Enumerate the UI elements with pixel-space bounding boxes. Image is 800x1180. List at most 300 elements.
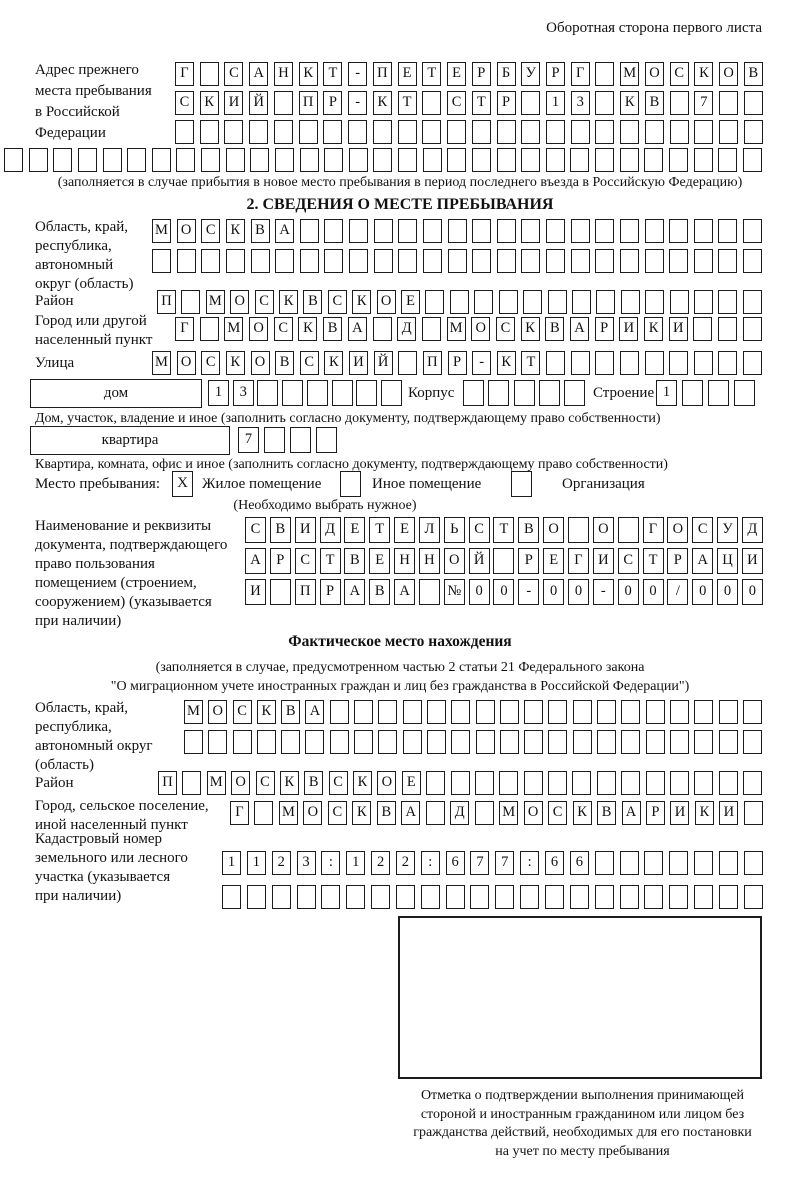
form-cell (621, 730, 640, 754)
form-cell (472, 249, 491, 273)
form-cell (254, 801, 273, 825)
form-cell: Д (320, 517, 341, 543)
form-cell (743, 290, 762, 314)
form-cell (564, 380, 585, 406)
form-cell: С (328, 290, 347, 314)
form-cell (175, 120, 194, 144)
form-cell (264, 427, 285, 453)
form-cell (427, 700, 446, 724)
form-cell (396, 885, 415, 909)
form-cell: К (298, 317, 317, 341)
kvartira-box: квартира (30, 426, 230, 455)
form-cell: С (233, 700, 252, 724)
form-cell (521, 91, 540, 115)
form-cell: Е (369, 548, 390, 574)
form-cell: К (573, 801, 592, 825)
form-cell (321, 885, 340, 909)
oblast-row-1 (152, 219, 762, 243)
form-cell (200, 317, 219, 341)
form-cell (450, 290, 469, 314)
fact-raion-row (158, 771, 762, 795)
form-cell (718, 219, 737, 243)
form-cell: 6 (446, 851, 465, 875)
form-cell (646, 700, 665, 724)
form-cell (595, 120, 614, 144)
form-cell (270, 579, 291, 605)
form-cell: Е (398, 62, 417, 86)
form-cell (620, 249, 639, 273)
form-cell (274, 120, 293, 144)
form-cell: К (352, 801, 371, 825)
form-cell (743, 700, 762, 724)
form-cell (463, 380, 484, 406)
form-cell (693, 317, 712, 341)
form-cell: А (245, 548, 266, 574)
form-cell (573, 730, 592, 754)
form-cell: Р (595, 317, 614, 341)
form-cell (670, 730, 689, 754)
form-cell (451, 700, 470, 724)
form-cell: : (520, 851, 539, 875)
form-cell: 7 (470, 851, 489, 875)
gorod-row (175, 317, 762, 341)
option-zhiloe-label: Жилое помещение (202, 476, 322, 492)
form-cell (597, 700, 616, 724)
form-cell (682, 380, 703, 406)
form-cell (734, 380, 755, 406)
form-cell (595, 351, 614, 375)
form-cell (4, 148, 23, 172)
document-row-1 (245, 517, 763, 543)
form-cell (620, 219, 639, 243)
form-cell: И (742, 548, 763, 574)
form-cell: И (224, 91, 243, 115)
form-cell: Г (175, 62, 194, 86)
form-cell: С (255, 290, 274, 314)
form-cell (349, 249, 368, 273)
form-cell: О (177, 219, 196, 243)
form-cell: К (279, 290, 298, 314)
form-cell (743, 317, 762, 341)
form-cell (475, 771, 494, 795)
form-cell (176, 148, 195, 172)
form-cell (571, 120, 590, 144)
form-cell: М (184, 700, 203, 724)
form-cell: И (593, 548, 614, 574)
fact-title: Фактическое место нахождения (288, 633, 512, 650)
form-cell (152, 148, 171, 172)
form-cell: Т (398, 91, 417, 115)
form-cell (226, 249, 245, 273)
form-cell: С (295, 548, 316, 574)
form-cell (374, 249, 393, 273)
form-cell (669, 219, 688, 243)
document-label: Наименование и реквизиты документа, подтверждающего право пользования помещением (строением, сооружением) (указывается при наличии) (35, 518, 228, 629)
form-cell (718, 148, 737, 172)
form-cell (426, 801, 445, 825)
form-cell (233, 730, 252, 754)
form-cell: С (548, 801, 567, 825)
form-cell: С (256, 771, 275, 795)
form-cell (200, 62, 219, 86)
stroenie-label: Строение (593, 385, 655, 401)
form-cell (476, 700, 495, 724)
stroenie-cells (656, 380, 755, 406)
form-cell (546, 219, 565, 243)
form-cell (378, 700, 397, 724)
form-cell: О (377, 771, 396, 795)
form-cell: М (152, 351, 171, 375)
form-cell: 6 (545, 851, 564, 875)
fact-raion-label: Район (35, 775, 74, 791)
form-cell (272, 885, 291, 909)
form-cell: 2 (396, 851, 415, 875)
document-row-2 (245, 548, 763, 574)
form-cell (300, 219, 319, 243)
form-cell: В (304, 771, 323, 795)
form-cell: К (324, 351, 343, 375)
oblast-label: Область, край, республика, автономный округ (область) (35, 219, 134, 292)
form-cell: № (444, 579, 465, 605)
form-cell (645, 249, 664, 273)
form-cell: К (373, 91, 392, 115)
form-cell: О (444, 548, 465, 574)
form-cell: Р (320, 579, 341, 605)
form-cell: - (348, 91, 367, 115)
form-cell: Д (450, 801, 469, 825)
form-cell (669, 885, 688, 909)
form-cell: 0 (568, 579, 589, 605)
raion-row (157, 290, 762, 314)
form-cell: 0 (618, 579, 639, 605)
page-subtitle: Оборотная сторона первого листа (546, 20, 762, 36)
form-cell (472, 120, 491, 144)
form-cell (348, 120, 367, 144)
form-cell (539, 380, 560, 406)
form-cell: В (597, 801, 616, 825)
form-cell (422, 91, 441, 115)
form-cell (694, 700, 713, 724)
form-cell (356, 380, 377, 406)
form-cell (474, 290, 493, 314)
form-cell (548, 730, 567, 754)
kadastr-label: Кадастровый номер земельного или лесного участка (указывается при наличии) (35, 831, 188, 904)
form-cell: Б (497, 62, 516, 86)
form-cell: Р (472, 62, 491, 86)
form-cell (694, 120, 713, 144)
form-cell (621, 290, 640, 314)
form-cell (694, 249, 713, 273)
form-cell (694, 730, 713, 754)
form-cell (621, 700, 640, 724)
form-cell (398, 148, 417, 172)
form-cell (694, 851, 713, 875)
form-cell (398, 219, 417, 243)
stamp-box (398, 916, 762, 1079)
form-cell: Т (521, 351, 540, 375)
fact-oblast-label: Область, край, республика, автономный округ (область) (35, 700, 153, 773)
form-cell: 0 (469, 579, 490, 605)
form-cell (644, 885, 663, 909)
form-cell (300, 249, 319, 273)
form-cell (330, 700, 349, 724)
form-cell: П (373, 62, 392, 86)
form-cell (226, 148, 245, 172)
form-cell: М (207, 771, 226, 795)
form-cell (744, 885, 763, 909)
form-cell (78, 148, 97, 172)
form-cell (300, 148, 319, 172)
form-cell (708, 380, 729, 406)
form-cell: О (251, 351, 270, 375)
form-cell: К (521, 317, 540, 341)
form-cell: Т (472, 91, 491, 115)
form-cell: Р (323, 91, 342, 115)
form-cell: С (692, 517, 713, 543)
oblast-row-2 (152, 249, 762, 273)
form-cell (523, 290, 542, 314)
form-cell: В (281, 700, 300, 724)
fact-oblast-row-1 (184, 700, 762, 724)
document-row-3 (245, 579, 763, 605)
form-cell: К (694, 62, 713, 86)
form-cell (719, 700, 738, 724)
form-cell: Г (175, 317, 194, 341)
form-cell (447, 120, 466, 144)
form-cell (324, 219, 343, 243)
form-cell (521, 219, 540, 243)
form-cell (499, 290, 518, 314)
form-cell (744, 120, 763, 144)
form-cell (548, 290, 567, 314)
form-cell (282, 380, 303, 406)
form-cell: Т (493, 517, 514, 543)
form-cell: 2 (371, 851, 390, 875)
checkbox-organizatsiya (511, 471, 532, 497)
form-cell (595, 249, 614, 273)
form-cell (524, 771, 543, 795)
form-cell: У (521, 62, 540, 86)
form-cell: Ц (717, 548, 738, 574)
form-cell (307, 380, 328, 406)
form-cell (570, 885, 589, 909)
form-cell (694, 148, 713, 172)
form-cell (250, 148, 269, 172)
form-cell (744, 91, 763, 115)
form-cell: Р (667, 548, 688, 574)
form-cell (670, 771, 689, 795)
form-cell (719, 851, 738, 875)
form-cell: В (323, 317, 342, 341)
form-cell (595, 219, 614, 243)
form-cell: 0 (543, 579, 564, 605)
form-cell (257, 380, 278, 406)
form-cell: Г (568, 548, 589, 574)
form-cell: И (669, 317, 688, 341)
form-cell: Е (401, 290, 420, 314)
form-cell: С (300, 351, 319, 375)
form-cell: Р (518, 548, 539, 574)
form-cell: А (401, 801, 420, 825)
form-cell (595, 148, 614, 172)
form-cell: 3 (233, 380, 254, 406)
form-cell (595, 62, 614, 86)
form-cell (572, 771, 591, 795)
form-cell: А (394, 579, 415, 605)
form-cell (669, 148, 688, 172)
form-cell: Р (448, 351, 467, 375)
form-cell: С (274, 317, 293, 341)
form-cell: М (152, 219, 171, 243)
form-cell: Р (270, 548, 291, 574)
form-cell: К (497, 351, 516, 375)
form-cell (354, 700, 373, 724)
prev-address-row-1 (175, 62, 763, 86)
form-cell (324, 148, 343, 172)
form-cell (373, 120, 392, 144)
form-cell (500, 700, 519, 724)
form-cell: 3 (297, 851, 316, 875)
form-cell: С (329, 771, 348, 795)
form-cell: И (619, 317, 638, 341)
form-cell (645, 219, 664, 243)
form-cell (545, 885, 564, 909)
form-cell: С (328, 801, 347, 825)
option-organizatsiya-label: Организация (562, 476, 645, 492)
form-cell (645, 290, 664, 314)
form-cell: 7 (495, 851, 514, 875)
form-cell (670, 290, 689, 314)
form-cell: Д (742, 517, 763, 543)
form-cell: 1 (346, 851, 365, 875)
form-cell: : (421, 851, 440, 875)
form-cell: К (226, 351, 245, 375)
fact-subtitle: (заполняется в случае, предусмотренном частью 2 статьи 21 Федерального закона "О миграционном учете иностранных граждан и лиц без гражданства в Российской Федерации") (110, 660, 690, 694)
form-cell (744, 851, 763, 875)
dom-cells (208, 380, 402, 406)
form-cell (381, 380, 402, 406)
form-cell (548, 771, 567, 795)
form-cell (595, 91, 614, 115)
form-cell: И (670, 801, 689, 825)
form-cell: О (303, 801, 322, 825)
form-cell (669, 249, 688, 273)
form-cell: Т (320, 548, 341, 574)
form-cell: 1 (247, 851, 266, 875)
form-cell (743, 219, 762, 243)
form-cell (103, 148, 122, 172)
form-cell (349, 148, 368, 172)
checkbox-zhiloe: X (172, 471, 193, 497)
form-cell (597, 730, 616, 754)
form-cell (201, 249, 220, 273)
form-cell (346, 885, 365, 909)
form-cell (423, 249, 442, 273)
prev-address-row-2 (175, 91, 763, 115)
form-cell: - (472, 351, 491, 375)
form-cell: Й (469, 548, 490, 574)
form-cell: В (251, 219, 270, 243)
mesto-note: (Необходимо выбрать нужное) (233, 498, 417, 513)
form-cell: 0 (742, 579, 763, 605)
form-cell: М (499, 801, 518, 825)
form-cell (548, 700, 567, 724)
form-cell: 1 (208, 380, 229, 406)
form-cell: М (224, 317, 243, 341)
form-cell (620, 148, 639, 172)
form-cell: Е (402, 771, 421, 795)
form-cell: Т (369, 517, 390, 543)
form-cell (181, 290, 200, 314)
form-cell (596, 290, 615, 314)
form-cell: П (423, 351, 442, 375)
form-cell (568, 517, 589, 543)
form-cell (373, 317, 392, 341)
form-cell: О (593, 517, 614, 543)
form-cell (570, 148, 589, 172)
form-cell: В (270, 517, 291, 543)
form-cell: Н (394, 548, 415, 574)
form-cell: Р (497, 91, 516, 115)
form-cell (427, 730, 446, 754)
form-cell (718, 249, 737, 273)
form-cell: В (369, 579, 390, 605)
form-cell (744, 801, 763, 825)
form-cell: К (644, 317, 663, 341)
form-cell: Ь (444, 517, 465, 543)
form-cell: С (201, 219, 220, 243)
form-cell: О (230, 290, 249, 314)
section2-title: 2. СВЕДЕНИЯ О МЕСТЕ ПРЕБЫВАНИЯ (246, 196, 554, 213)
form-cell: О (231, 771, 250, 795)
form-cell: - (518, 579, 539, 605)
form-cell: - (593, 579, 614, 605)
form-cell: П (157, 290, 176, 314)
form-cell (423, 219, 442, 243)
raion-label: Район (35, 293, 74, 309)
form-cell (645, 120, 664, 144)
form-cell (694, 771, 713, 795)
form-cell (373, 148, 392, 172)
form-cell (323, 120, 342, 144)
form-cell (644, 851, 663, 875)
form-cell: 0 (692, 579, 713, 605)
form-cell (299, 120, 318, 144)
form-cell (249, 120, 268, 144)
form-cell (743, 730, 762, 754)
form-cell (152, 249, 171, 273)
form-cell (224, 120, 243, 144)
kadastr-row-2 (222, 885, 763, 909)
form-cell (349, 219, 368, 243)
form-cell (426, 771, 445, 795)
form-cell: 7 (238, 427, 259, 453)
form-cell (472, 148, 491, 172)
form-cell: О (377, 290, 396, 314)
form-cell: В (545, 317, 564, 341)
form-cell (571, 351, 590, 375)
form-cell: М (279, 801, 298, 825)
kvartira-caption: Квартира, комната, офис и иное (заполнить согласно документу, подтверждающему право собственности) (35, 457, 668, 472)
form-cell (200, 120, 219, 144)
form-cell: Р (546, 62, 565, 86)
form-cell: / (667, 579, 688, 605)
form-cell (297, 885, 316, 909)
form-cell (447, 148, 466, 172)
form-cell: Н (274, 62, 293, 86)
form-cell (497, 148, 516, 172)
dom-caption: Дом, участок, владение и иное (заполнить согласно документу, подтверждающему право собственности) (35, 411, 661, 426)
